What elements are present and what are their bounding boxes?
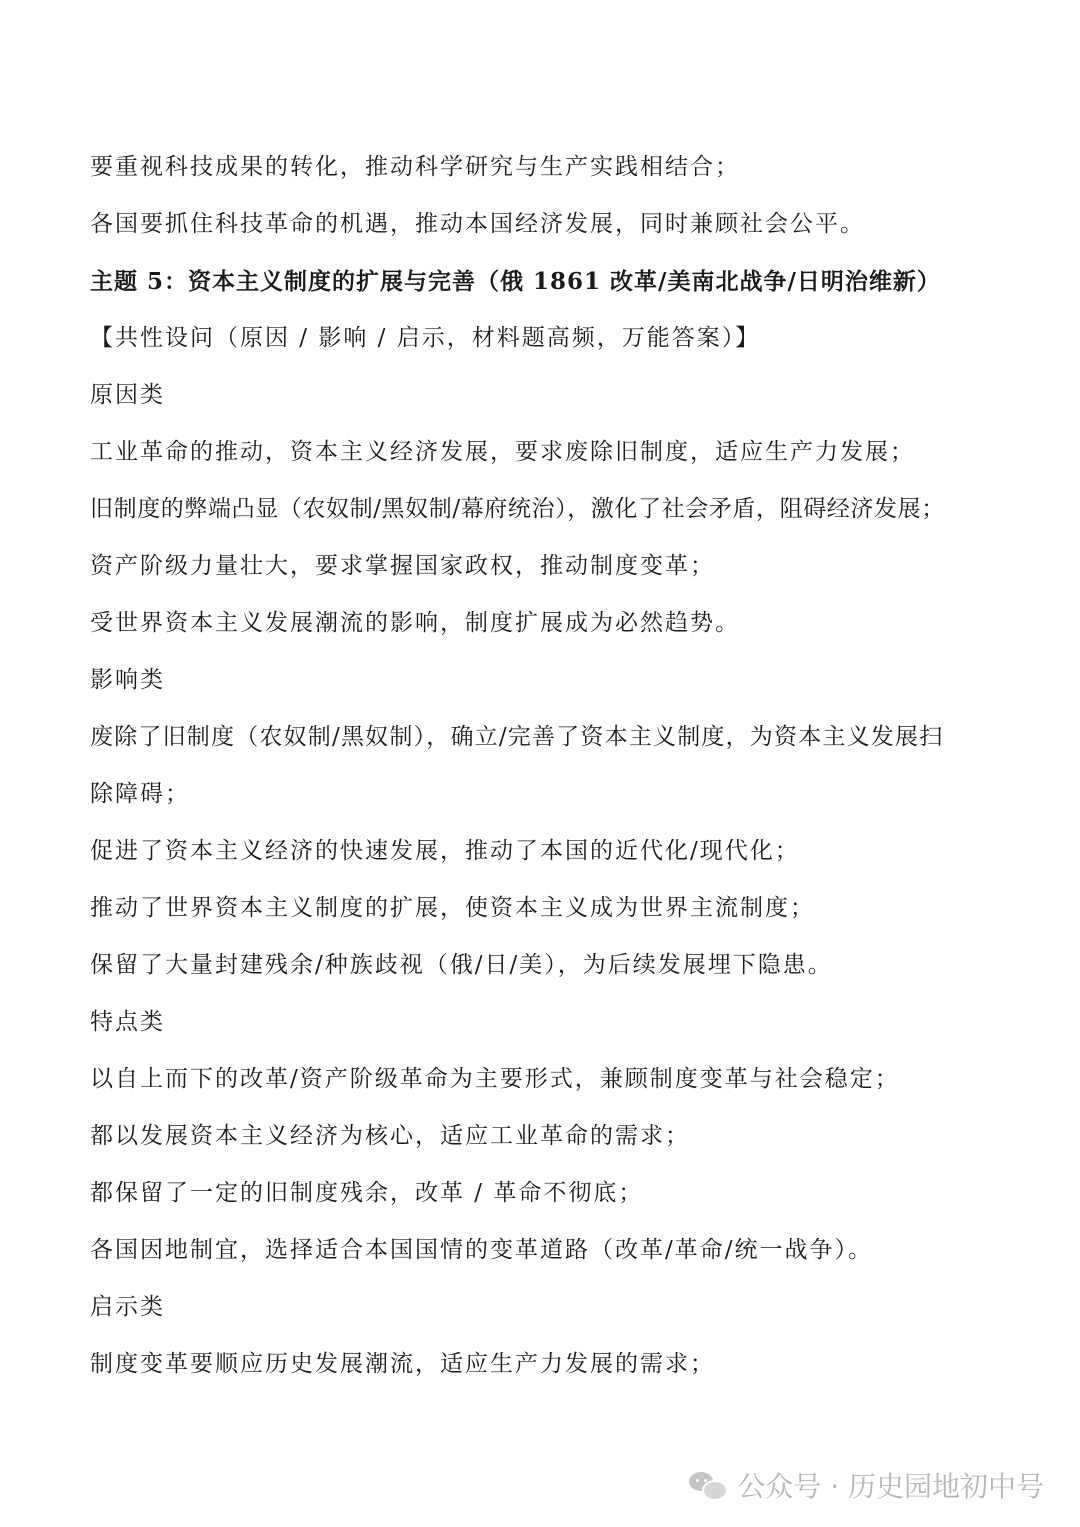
text-line: 废除了旧制度（农奴制/黑奴制），确立/完善了资本主义制度，为资本主义发展扫 [90, 724, 944, 750]
category-label: 启示类 [90, 1294, 165, 1320]
question-header: 【共性设问（原因 / 影响 / 启示，材料题高频，万能答案）】 [90, 325, 761, 351]
watermark-text: 公众号 · 历史园地初中号 [737, 1470, 1044, 1503]
text-line: 保留了大量封建残余/种族歧视（俄/日/美），为后续发展埋下隐患。 [90, 952, 833, 978]
watermark [689, 1465, 1044, 1505]
text-line: 各国因地制宜，选择适合本国国情的变革道路（改革/革命/统一战争）。 [90, 1237, 873, 1263]
text-line: 要重视科技成果的转化，推动科学研究与生产实践相结合； [90, 154, 740, 180]
text-line: 制度变革要顺应历史发展潮流，适应生产力发展的需求； [90, 1351, 715, 1377]
wechat-icon [689, 1470, 727, 1500]
text-line: 受世界资本主义发展潮流的影响，制度扩展成为必然趋势。 [90, 610, 740, 636]
text-line: 以自上而下的改革/资产阶级革命为主要形式，兼顾制度变革与社会稳定； [90, 1066, 900, 1092]
category-label: 特点类 [90, 1009, 165, 1035]
text-line: 除障碍； [90, 781, 190, 807]
text-line: 旧制度的弊端凸显（农奴制/黑奴制/幕府统治），激化了社会矛盾，阻碍经济发展； [90, 496, 945, 522]
text-line: 工业革命的推动，资本主义经济发展，要求废除旧制度，适应生产力发展； [90, 439, 915, 465]
text-line: 都以发展资本主义经济为核心，适应工业革命的需求； [90, 1123, 690, 1149]
category-label: 影响类 [90, 667, 165, 693]
text-line: 推动了世界资本主义制度的扩展，使资本主义成为世界主流制度； [90, 895, 815, 921]
text-line: 都保留了一定的旧制度残余，改革 / 革命不彻底； [90, 1180, 644, 1206]
document-body [90, 139, 1010, 1393]
text-line: 促进了资本主义经济的快速发展，推动了本国的近代化/现代化； [90, 838, 800, 864]
text-line: 资产阶级力量壮大，要求掌握国家政权，推动制度变革； [90, 553, 715, 579]
category-label: 原因类 [90, 382, 165, 408]
section-heading: 主题 5：资本主义制度的扩展与完善（俄 1861 改革/美南北战争/日明治维新） [90, 268, 941, 295]
text-line: 各国要抓住科技革命的机遇，推动本国经济发展，同时兼顾社会公平。 [90, 211, 865, 237]
